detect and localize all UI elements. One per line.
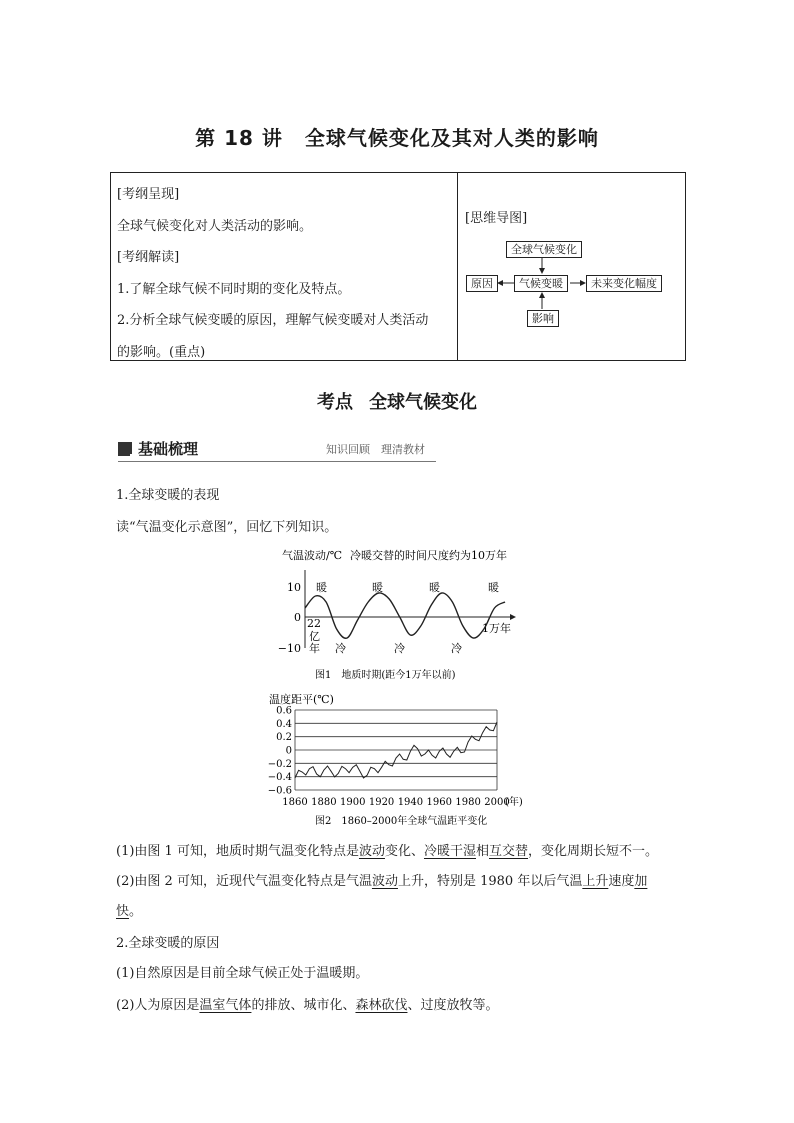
page-title <box>0 122 794 151</box>
banner-rule <box>118 461 436 462</box>
fig2-ytick-label: 0 <box>285 745 292 757</box>
mindmap-node-bottom: 影响 <box>527 310 559 327</box>
kaogang-text: 全球气候变化对人类活动的影响。 <box>117 218 313 234</box>
reason-human: (2)人为原因是温室气体的排放、城市化、森林砍伐、过度放牧等。 <box>116 998 499 1013</box>
mindmap-arrows <box>111 173 685 360</box>
fig2-xtick-label: 1980 <box>455 797 481 808</box>
point-1: 1.了解全球气候不同时期的变化及特点。 <box>117 281 351 297</box>
fig2-ytick-label: −0.6 <box>267 785 292 797</box>
fig1-cold-label: 冷 <box>451 642 462 655</box>
reason-natural: (1)自然原因是目前全球气候正处于温暖期。 <box>116 966 369 981</box>
section-label: 考点 <box>317 392 353 413</box>
fig1-ytick-10: 10 <box>287 581 301 594</box>
lecture-number: 第 18 讲 <box>195 126 283 150</box>
question-2-line-2: 快。 <box>116 904 143 919</box>
fig2-ytick-label: 0.6 <box>276 705 292 717</box>
fig1-warm-label: 暖 <box>372 581 383 594</box>
intro-text: 读“气温变化示意图”，回忆下列知识。 <box>116 520 338 535</box>
fig2-ytick-label: 0.2 <box>276 732 292 744</box>
mindmap-title: [思维导图] <box>465 211 528 226</box>
fig1-title: 冷暖交替的时间尺度约为10万年 <box>350 549 507 562</box>
figure-2-temperature-anomaly <box>265 688 545 830</box>
fig1-ylabel: 气温波动/℃ <box>282 549 343 562</box>
mindmap-node-top: 全球气候变化 <box>506 241 582 258</box>
point-2-line-1: 2.分析全球气候变暖的原因，理解气候变暖对人类活动 <box>117 313 429 328</box>
fig1-cold-label: 冷 <box>335 642 346 655</box>
point-2-line-2: 的影响。(重点) <box>117 344 206 360</box>
section-name: 全球气候变化 <box>369 392 477 413</box>
outline-box <box>110 172 686 361</box>
fig2-ylabel: 温度距平(℃) <box>269 693 334 706</box>
fig2-xtick-label: 1860 <box>282 797 308 808</box>
mindmap-node-left: 原因 <box>466 275 498 292</box>
fig2-grid <box>295 710 497 790</box>
fig2-ytick-label: −0.2 <box>267 758 292 770</box>
fig1-cold-label: 冷 <box>394 642 405 655</box>
banner-label: 基础梳理 <box>138 440 199 458</box>
fig2-xlabel: (年) <box>505 797 523 808</box>
mindmap-node-center: 气候变暖 <box>514 275 568 292</box>
fig2-ytick-label: 0.4 <box>276 718 292 730</box>
heading-2: 2.全球变暖的原因 <box>116 936 220 951</box>
fig2-ytick-label: −0.4 <box>267 772 292 784</box>
basic-review-banner <box>118 438 436 466</box>
banner-subtitle: 知识回顾 理清教材 <box>326 443 425 456</box>
fig2-xtick-label: 1900 <box>339 797 366 808</box>
fig2-xtick-label: 1920 <box>368 797 395 808</box>
figure-1-geological-temperature <box>270 544 550 684</box>
fig1-x-start-label-2: 亿 <box>309 630 320 643</box>
fig2-y-ticks <box>268 706 292 797</box>
question-1: (1)由图 1 可知，地质时期气温变化特点是波动变化、冷暖干湿相互交替，变化周期长短不一。 <box>116 844 659 859</box>
fig1-ytick-0: 0 <box>294 611 301 624</box>
fig1-x-arrow <box>510 614 516 620</box>
fig1-x-start-label-3: 年 <box>309 642 320 655</box>
heading-1: 1.全球变暖的表现 <box>116 488 220 503</box>
fig2-xtick-label: 2000 <box>484 797 510 808</box>
fig1-caption: 图1 地质时期(距今1万年以前) <box>315 670 456 681</box>
fig2-x-ticks <box>282 797 509 808</box>
fig1-cold-labels <box>335 641 462 655</box>
banner-square-icon <box>118 442 132 456</box>
section-title <box>0 388 794 414</box>
fig1-xlabel: 1万年 <box>482 622 511 635</box>
fig2-xtick-label: 1960 <box>426 797 453 808</box>
fig1-warm-label: 暖 <box>316 581 327 594</box>
question-2-line-1: (2)由图 2 可知，近现代气温变化特点是气温波动上升，特别是 1980 年以后气温上升速度加 <box>116 874 648 889</box>
kaogang-jiedu-heading: [考纲解读] <box>117 250 180 265</box>
kaogang-chengxian-heading: [考纲呈现] <box>117 187 180 202</box>
fig2-caption: 图2 1860–2000年全球气温距平变化 <box>315 816 488 827</box>
fig1-warm-label: 暖 <box>429 581 440 594</box>
fig1-temperature-curve <box>305 593 505 638</box>
fig2-xtick-label: 1940 <box>397 797 424 808</box>
fig2-xtick-label: 1880 <box>311 797 337 808</box>
fig1-warm-label: 暖 <box>488 581 499 594</box>
fig1-x-start-label-1: 22 <box>307 617 321 630</box>
lecture-title: 全球气候变化及其对人类的影响 <box>304 126 599 150</box>
fig1-ytick-neg10: −10 <box>277 642 301 655</box>
fig1-warm-labels <box>316 580 499 594</box>
mindmap-node-right: 未来变化幅度 <box>586 275 662 292</box>
